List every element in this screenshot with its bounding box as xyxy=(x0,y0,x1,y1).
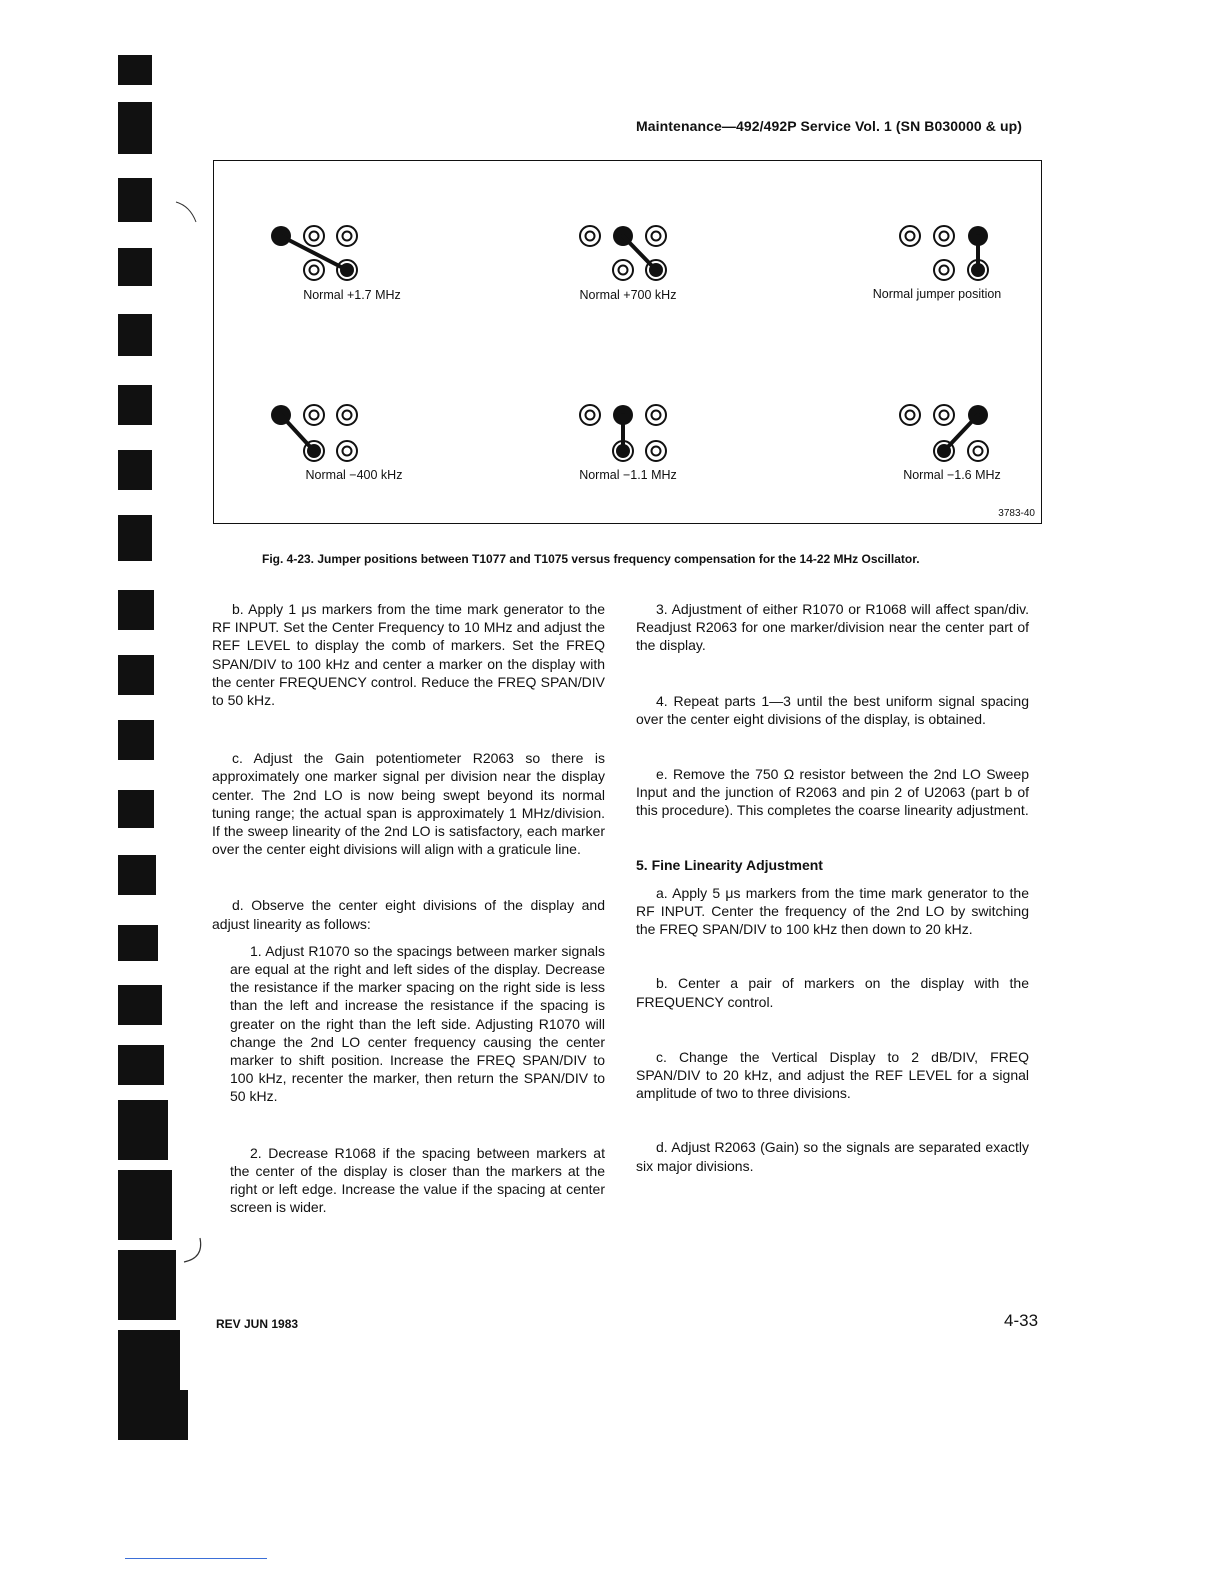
jumper-diagram-normal-position xyxy=(784,216,1024,306)
jumper-label: Normal −1.1 MHz xyxy=(579,468,677,482)
figure-number: 3783-40 xyxy=(998,508,1035,519)
paragraph-step-e: e. Remove the 750 Ω resistor between the 2nd LO Sweep Input and the junction of R2063 and pin 2 of U2063 (part b of this procedure). This completes the coarse linearity adjustment. xyxy=(636,766,1029,819)
paragraph-step-b: b. Apply 1 μs markers from the time mark generator to the RF INPUT. Set the Center Frequency to 10 MHz and adjust the REF LEVEL to display the comb of markers. Set the FREQ SPAN/DIV to 100 kHz and center a marker on the display with the center FREQUENCY control. Reduce the FREQ SPAN/DIV to 50 kHz. xyxy=(212,601,605,709)
paragraph-substep-4: 4. Repeat parts 1—3 until the best uniform signal spacing over the center eight divisions of the display, is obtained. xyxy=(636,692,1029,727)
jumper-diagram-minus-1-6-mhz xyxy=(784,397,1024,487)
scan-artifact-line xyxy=(125,1558,267,1559)
figure-caption: Fig. 4-23. Jumper positions between T1077 and T1075 versus frequency compensation for the 14-22 MHz Oscillator. xyxy=(262,552,920,566)
jumper-label: Normal −1.6 MHz xyxy=(903,468,1001,482)
jumper-pins-graphic xyxy=(232,216,472,286)
jumper-label: Normal −400 kHz xyxy=(305,468,403,482)
jumper-pins-graphic xyxy=(232,397,472,467)
paragraph-step-c: c. Adjust the Gain potentiometer R2063 so there is approximately one marker signal per division near the display center. The 2nd LO is now being swept beyond its normal tuning range; the actual span is approximately 1 MHz/division. If the sweep linearity of the 2nd LO is satisfactory, each marker over the center eight divisions will align with a graticule line. xyxy=(212,750,605,858)
jumper-diagram-plus-1-7-mhz xyxy=(232,216,472,306)
page-number: 4-33 xyxy=(1004,1311,1039,1330)
jumper-label: Normal +1.7 MHz xyxy=(303,288,401,302)
section-heading-fine-linearity: 5. Fine Linearity Adjustment xyxy=(636,856,823,873)
paragraph-substep-2: 2. Decrease R1068 if the spacing between markers at the center of the display is closer than the markers at the right or left edge. Increase the value if the spacing at center screen is wider. xyxy=(230,1144,605,1216)
jumper-pins-graphic xyxy=(508,216,748,286)
jumper-pins-graphic xyxy=(508,397,748,467)
left-column xyxy=(212,600,605,1216)
right-column xyxy=(636,600,1029,1175)
paragraph-fine-step-a: a. Apply 5 μs markers from the time mark generator to the RF INPUT. Center the frequency of the 2nd LO by switching the FREQ SPAN/DIV to 100 kHz then down to 20 kHz. xyxy=(636,884,1029,938)
paragraph-fine-step-d: d. Adjust R2063 (Gain) so the signals are separated exactly six major divisions. xyxy=(636,1139,1029,1174)
jumper-label: Normal +700 kHz xyxy=(579,288,677,302)
jumper-diagram-minus-400-khz xyxy=(232,397,472,487)
jumper-pins-graphic xyxy=(784,397,1024,467)
paragraph-substep-1: 1. Adjust R1070 so the spacings between marker signals are equal at the right and left sides of the display. Decrease the resistance if the marker spacing on the right side is less than the left and increase the resistance if the spacing is greater on the right than the left side. Adjusting R1070 will change the 2nd LO center frequency causing the center marker to shift position. Increase the FREQ SPAN/DIV to 100 kHz, recenter the marker, then return the SPAN/DIV to 50 kHz. xyxy=(230,942,605,1105)
revision-date: REV JUN 1983 xyxy=(216,1317,299,1331)
running-header: Maintenance—492/492P Service Vol. 1 (SN B030000 & up) xyxy=(636,118,1023,134)
jumper-label: Normal jumper position xyxy=(872,287,1002,301)
jumper-diagram-plus-700-khz xyxy=(508,216,748,306)
jumper-diagram-minus-1-1-mhz xyxy=(508,397,748,487)
paragraph-substep-3: 3. Adjustment of either R1070 or R1068 will affect span/div. Readjust R2063 for one marker/division near the center part of the display. xyxy=(636,601,1029,654)
figure-jumper-positions xyxy=(213,160,1042,524)
paragraph-step-d: d. Observe the center eight divisions of the display and adjust linearity as follows: xyxy=(212,897,605,932)
paragraph-fine-step-b: b. Center a pair of markers on the display with the FREQUENCY control. xyxy=(636,975,1029,1010)
paragraph-fine-step-c: c. Change the Vertical Display to 2 dB/DIV, FREQ SPAN/DIV to 20 kHz, and adjust the REF LEVEL for a signal amplitude of two to three divisions. xyxy=(636,1048,1029,1102)
jumper-pins-graphic xyxy=(784,216,1024,286)
